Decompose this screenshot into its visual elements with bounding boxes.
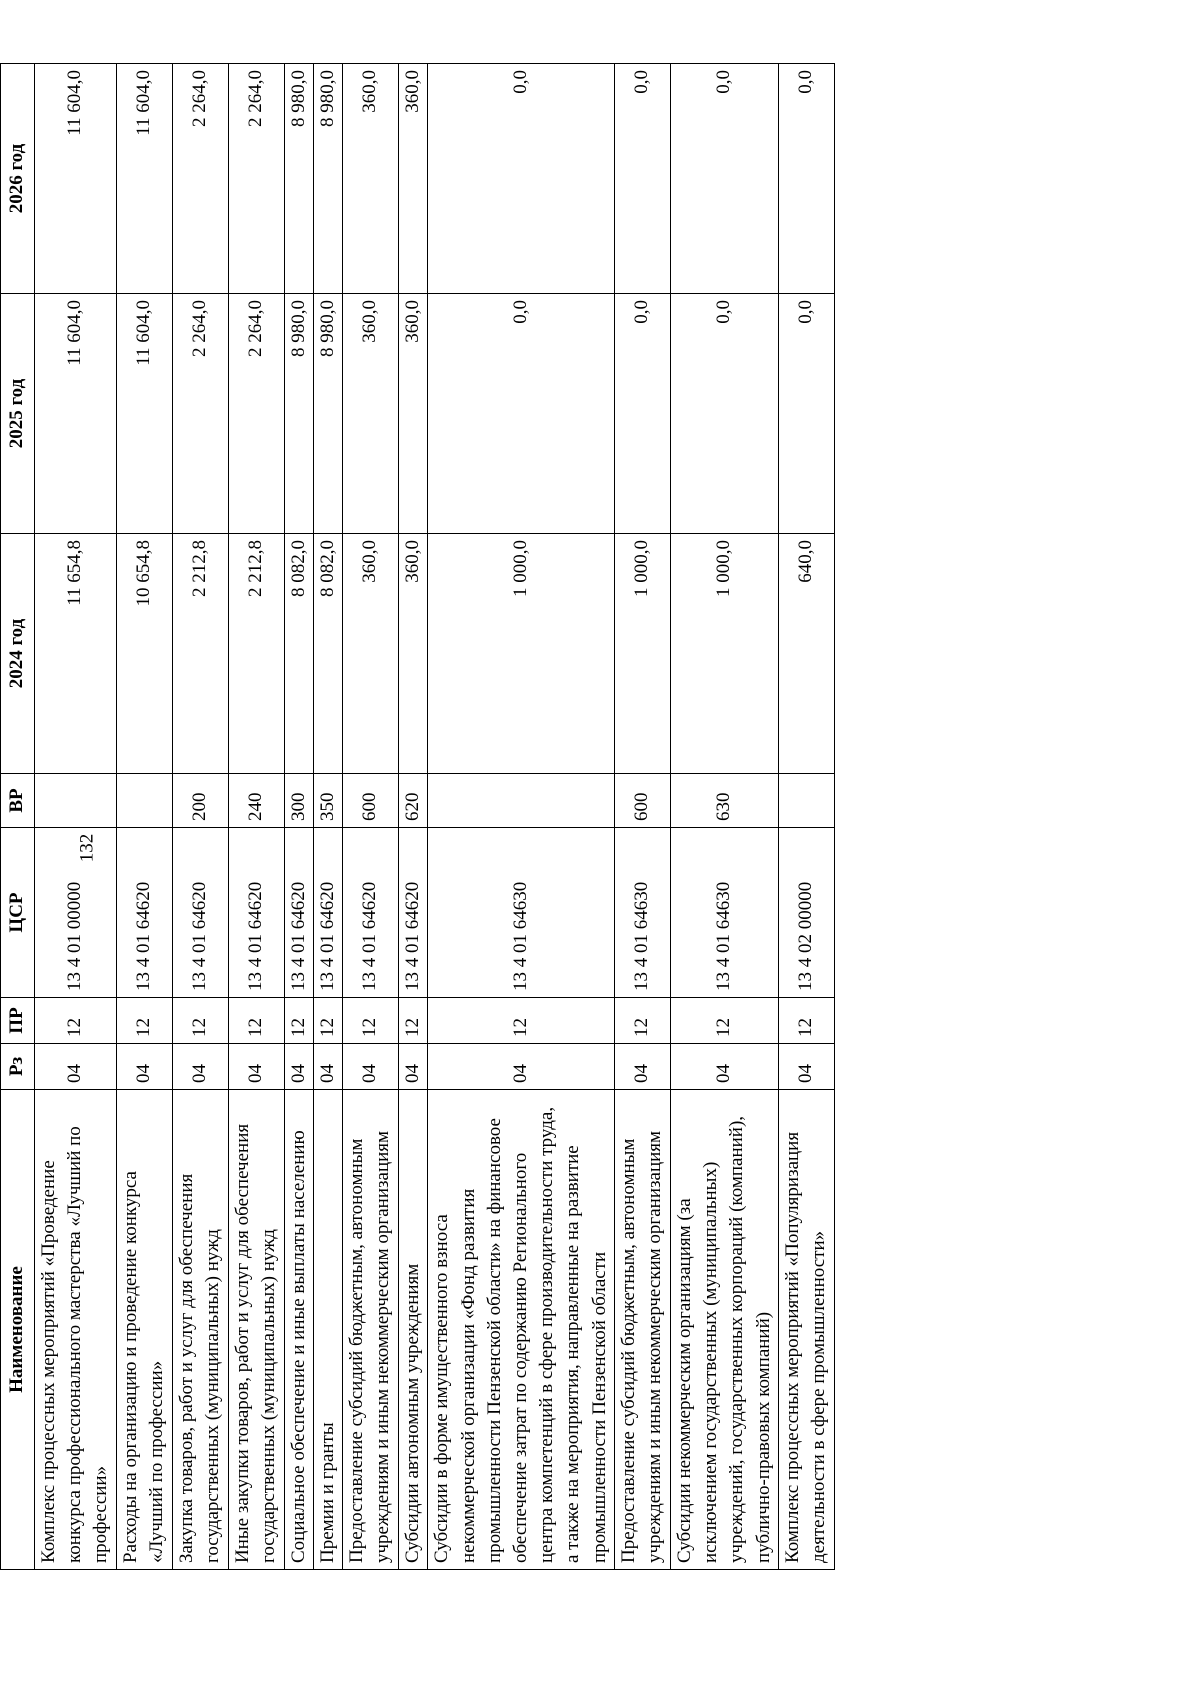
row-vr: 600 [343,774,399,828]
row-pr: 12 [399,998,428,1044]
row-vr: 600 [614,774,670,828]
row-vr [116,774,172,828]
row-2026: 360,0 [399,64,428,294]
row-2026: 0,0 [428,64,615,294]
row-vr: 240 [228,774,284,828]
header-rz: Рз [1,1044,35,1090]
table-row [35,64,117,1570]
row-csr: 13 4 01 64620 [399,828,428,998]
row-csr: 13 4 01 64620 [284,828,313,998]
table-row [313,64,342,1570]
row-2025: 0,0 [670,294,778,534]
row-rz: 04 [116,1044,172,1090]
table-row [778,64,834,1570]
row-2024: 2 212,8 [172,534,228,774]
row-2025: 360,0 [343,294,399,534]
row-name: Предоставление субсидий бюджетным, автономным учреждениям и иным некоммерческим организациям [614,1090,670,1570]
row-csr: 13 4 01 00000 [35,828,117,998]
row-name: Социальное обеспечение и иные выплаты населению [284,1090,313,1570]
row-2024: 8 082,0 [284,534,313,774]
row-name: Предоставление субсидий бюджетным, автономным учреждениям и иным некоммерческим организациям [343,1090,399,1570]
header-pr: ПР [1,998,35,1044]
row-2025: 11 604,0 [116,294,172,534]
row-rz: 04 [778,1044,834,1090]
row-name: Субсидии некоммерческим организациям (за исключением государственных (муниципальных) учреждений, государственных корпораций (компаний), публично-правовых компаний) [670,1090,778,1570]
row-2025: 0,0 [614,294,670,534]
header-row [1,64,35,1570]
row-2025: 360,0 [399,294,428,534]
row-vr: 200 [172,774,228,828]
row-rz: 04 [313,1044,342,1090]
row-pr: 12 [228,998,284,1044]
header-2026: 2026 год [1,64,35,294]
row-csr: 13 4 01 64620 [172,828,228,998]
row-vr: 300 [284,774,313,828]
row-pr: 12 [778,998,834,1044]
row-name: Премии и гранты [313,1090,342,1570]
row-2025: 0,0 [778,294,834,534]
row-rz: 04 [284,1044,313,1090]
row-2024: 1 000,0 [670,534,778,774]
row-2024: 8 082,0 [313,534,342,774]
row-vr [35,774,117,828]
row-name: Расходы на организацию и проведение конкурса «Лучший по профессии» [116,1090,172,1570]
row-csr: 13 4 01 64620 [313,828,342,998]
row-csr: 13 4 01 64630 [670,828,778,998]
row-csr: 13 4 01 64620 [343,828,399,998]
row-vr [778,774,834,828]
row-name: Субсидии автономным учреждениям [399,1090,428,1570]
table-row [343,64,399,1570]
row-2024: 1 000,0 [428,534,615,774]
row-2025: 8 980,0 [313,294,342,534]
row-2024: 2 212,8 [228,534,284,774]
row-2025: 2 264,0 [228,294,284,534]
row-pr: 12 [343,998,399,1044]
row-name: Иные закупки товаров, работ и услуг для обеспечения государственных (муниципальных) нужд [228,1090,284,1570]
row-csr: 13 4 01 64630 [614,828,670,998]
row-rz: 04 [670,1044,778,1090]
row-rz: 04 [343,1044,399,1090]
row-2026: 8 980,0 [284,64,313,294]
row-2024: 10 654,8 [116,534,172,774]
row-2026: 360,0 [343,64,399,294]
row-2024: 11 654,8 [35,534,117,774]
row-2026: 11 604,0 [35,64,117,294]
row-2025: 2 264,0 [172,294,228,534]
row-name: Субсидии в форме имущественного взноса некоммерческой организации «Фонд развития промышленности Пензенской области» на финансовое обеспечение затрат по содержанию Регионального центра компетенций в сфере производительности труда, а также на мероприятия, направленные на развитие промышленности Пензенской области [428,1090,615,1570]
row-csr: 13 4 01 64620 [116,828,172,998]
row-2026: 0,0 [670,64,778,294]
row-name: Комплекс процессных мероприятий «Популяризация деятельности в сфере промышленности» [778,1090,834,1570]
row-2026: 2 264,0 [228,64,284,294]
row-2025: 11 604,0 [35,294,117,534]
row-vr: 620 [399,774,428,828]
row-2026: 8 980,0 [313,64,342,294]
row-2024: 640,0 [778,534,834,774]
row-pr: 12 [172,998,228,1044]
row-2025: 8 980,0 [284,294,313,534]
row-csr: 13 4 01 64620 [228,828,284,998]
row-pr: 12 [614,998,670,1044]
row-2026: 11 604,0 [116,64,172,294]
row-pr: 12 [116,998,172,1044]
row-rz: 04 [35,1044,117,1090]
row-pr: 12 [35,998,117,1044]
budget-table-rotated [0,64,832,1570]
row-pr: 12 [428,998,615,1044]
page-number: 132 [76,833,97,863]
row-rz: 04 [614,1044,670,1090]
row-2024: 360,0 [343,534,399,774]
row-rz: 04 [172,1044,228,1090]
table-row [670,64,778,1570]
row-csr: 13 4 02 00000 [778,828,834,998]
row-name: Комплекс процессных мероприятий «Проведение конкурса профессионального мастерства «Лучший по профессии» [35,1090,117,1570]
row-2026: 0,0 [778,64,834,294]
header-2024: 2024 год [1,534,35,774]
row-2024: 360,0 [399,534,428,774]
row-rz: 04 [428,1044,615,1090]
table-row [428,64,615,1570]
row-pr: 12 [284,998,313,1044]
row-2024: 1 000,0 [614,534,670,774]
header-csr: ЦСР [1,828,35,998]
table-row [228,64,284,1570]
row-vr: 350 [313,774,342,828]
table-row [284,64,313,1570]
row-pr: 12 [313,998,342,1044]
row-vr: 630 [670,774,778,828]
row-rz: 04 [228,1044,284,1090]
table-row [116,64,172,1570]
table-row [399,64,428,1570]
table-row [614,64,670,1570]
row-2025: 0,0 [428,294,615,534]
row-vr [428,774,615,828]
row-name: Закупка товаров, работ и услуг для обеспечения государственных (муниципальных) нужд [172,1090,228,1570]
row-2026: 0,0 [614,64,670,294]
header-vr: ВР [1,774,35,828]
table-row [172,64,228,1570]
row-pr: 12 [670,998,778,1044]
row-2026: 2 264,0 [172,64,228,294]
row-csr: 13 4 01 64630 [428,828,615,998]
header-name: Наименование [1,1090,35,1570]
budget-table [0,63,835,1570]
header-2025: 2025 год [1,294,35,534]
row-rz: 04 [399,1044,428,1090]
